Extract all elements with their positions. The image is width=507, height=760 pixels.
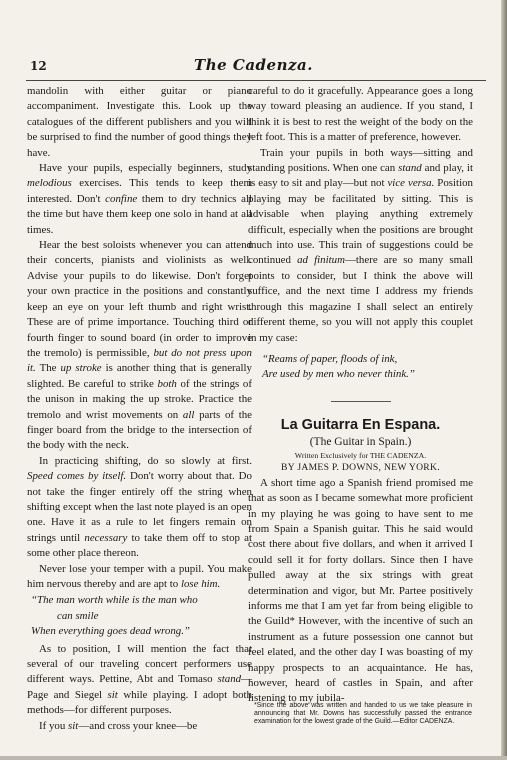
verse-line: can smile [57, 609, 99, 622]
paragraph: Have your pupils, especially beginners, study melodious exercises. This tends to keep them interested. Don't confine them to dry technics all the time but have them keep one solo in hand at all times. [27, 162, 252, 236]
running-title: The Cadenza. [194, 56, 313, 74]
paragraph: mandolin with either guitar or piano accompaniment. Investigate this. Look up the catalogues of the different publishers and you will be surprised to find the number of good things they have. [27, 85, 252, 159]
page-number: 12 [30, 59, 47, 73]
right-column [248, 84, 473, 707]
paragraph: As to position, I will mention the fact that several of our traveling concert performers use different ways. Pettine, Abt and Tomaso stand—Page and Siegel sit while playing. I adopt both methods—for different purposes. [27, 642, 252, 717]
couplet-quote [248, 352, 473, 383]
paragraph: In practicing shifting, do so slowly at first. Speed comes by itself. Don't worry about that. Do not take the finger entirely off the string when shifting except when the last note played is an open one. Have it as a rule to let fingers remain on strings until necessary to take them off to stop at some other place thereon. [27, 454, 252, 560]
paragraph: A short time ago a Spanish friend promised me that as soon as I became somewhat more proficient in my playing he was going to have sent to me from Spain a Spanish guitar. This he said would cost there about five dollars, and when it arrived I could sell it for forty dollars. Since then I have pulled away at the six strings with great determination and vigor, but Mr. Partee positively informs me that I am yet far from being eligible to the Guild* However, with the incentive of such an instrument as a future possession one cannot but feel elated, and the other day I was boasting of my happy prospects to an acquaintance. He has, however, heard of castles in Spain, and after listening to my jubila- [248, 476, 473, 705]
paragraph: If you sit—and cross your knee—be [39, 719, 198, 732]
paragraph: careful to do it gracefully. Appearance goes a long way toward pleasing an audience. If you stand, I think it is best to rest the weight of the body on the left foot. This is a matter of preference, however. [248, 85, 473, 144]
paragraph: Hear the best soloists whenever you can attend their concerts, pianists and violinists as well. Advise your pupils to do likewise. Don't forget your own practice in the positions and constantly keep an eye on your left thumb and right wrist. These are of prime importance. Touching third or fourth finger to sound board (in order to improve the tremolo) is permissible, but do not press upon it. The up stroke is another thing that is generally slighted. Be careful to strike both of the strings of the unison in making the up stroke. Practice the tremolo and wrist movements on all parts of the finger board from the bridge to the intersection of the body with the neck. [27, 239, 253, 452]
page-header [26, 56, 481, 76]
article-byline: BY JAMES P. DOWNS, NEW YORK. [281, 461, 440, 473]
verse-line: “The man worth while is the man who [31, 594, 198, 607]
paragraph: Never lose your temper with a pupil. You make him nervous thereby and are apt to lose him. [27, 562, 252, 590]
header-rule [26, 80, 486, 81]
page-edge-right [501, 0, 507, 760]
section-divider [331, 401, 391, 402]
verse-quote [27, 593, 252, 639]
article-subtitle: (The Guitar in Spain.) [309, 435, 412, 448]
verse-line: When everything goes dead wrong.” [31, 625, 190, 638]
paragraph: Train your pupils in both ways—sitting and standing positions. When one can stand and play, it is easy to sit and play—but not vice versa. Position playing may be facilitated by sitting. This is advisable when playing anything extremely difficult, especially when the positions are brought much into use. This train of suggestions could be continued ad finitum—there are so many small points to consider, but I think the above will suffice, and the next time I address my friends through this magazine I shall select an entirely different theme, so you will not apply this couplet in my case: [248, 146, 473, 344]
article-title: La Guitarra En Espana. [280, 416, 441, 433]
quote-line: “Reams of paper, floods of ink, [262, 352, 398, 365]
left-column [27, 84, 252, 734]
quote-line: Are used by men who never think.” [262, 368, 415, 381]
page-edge-bottom [0, 756, 507, 760]
footnote: *Since the above was written and handed to us we take pleasure in announcing that Mr. Downs has successfully passed the entrance examination for the lowest grade of the Guild.—Editor CADENZA. [254, 702, 472, 726]
article-credit: Written Exclusively for THE CADENZA. [294, 450, 427, 460]
